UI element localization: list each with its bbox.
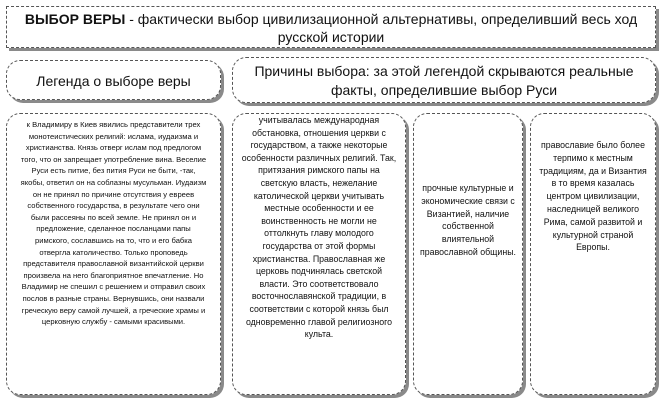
title-bold: ВЫБОР ВЕРЫ [24,11,126,27]
reason-international-box: учитывалась международная обстановка, отношения церкви с государством, а также некоторые особенности различных религий. Так, притязания римского папы на светскую власть, нежелание католической церкви учитывать местные особенности и ее воинственность не могли не оттолкнуть главу молодого государства от этой формы христианства. Православная же церковь подчинялась светской власти. Это соответствовало восточнославянской традиции, в соответствии с которой князь был одновременно главой религиозного культа. [232,113,406,395]
reason-tolerance-box: православие было более терпимо к местным традициям, да и Византия в то время казалась центром цивилизации, наследницей великого Рима, самой развитой и культурной страной Европы. [530,113,656,395]
legend-text-box: к Владимиру в Киев явились представители трех монотеистических религий: ислама, иудаизма и христианства. Князь отверг ислам под предлогом того, что он запрещает употребление вина. Веселие Руси есть питие, без пития Руси не быти, -так, якобы, ответил он на соблазны мусульман. Иудаизм он не принял по причине отсутствия у евреев собственного государства, в результате чего они были рассеяны по всей земле. Не принял он и предложение, сделанное посланцами папы римского, сославшись на то, что и его бабка отвергла католичество. Только проповедь представителя православной византийской церкви произвела на него благоприятное впечатление. Но Владимир не спешил с решением и отправил своих послов в разные страны. Вернувшись, они назвали греческую веру самой лучшей, а греческие храмы и церковную службу - самыми красивыми. [6,113,221,395]
legend-heading: Легенда о выборе веры [6,60,221,100]
reason-culture-box: прочные культурные и экономические связи с Византией, наличие собственной влиятельной православной общины. [413,113,523,395]
reasons-heading: Причины выбора: за этой легендой скрываются реальные факты, определившие выбор Руси [232,57,656,103]
title-rest: - фактически выбор цивилизационной альтернативы, определивший весь ход русской истории [125,11,638,45]
title-box [6,6,656,48]
